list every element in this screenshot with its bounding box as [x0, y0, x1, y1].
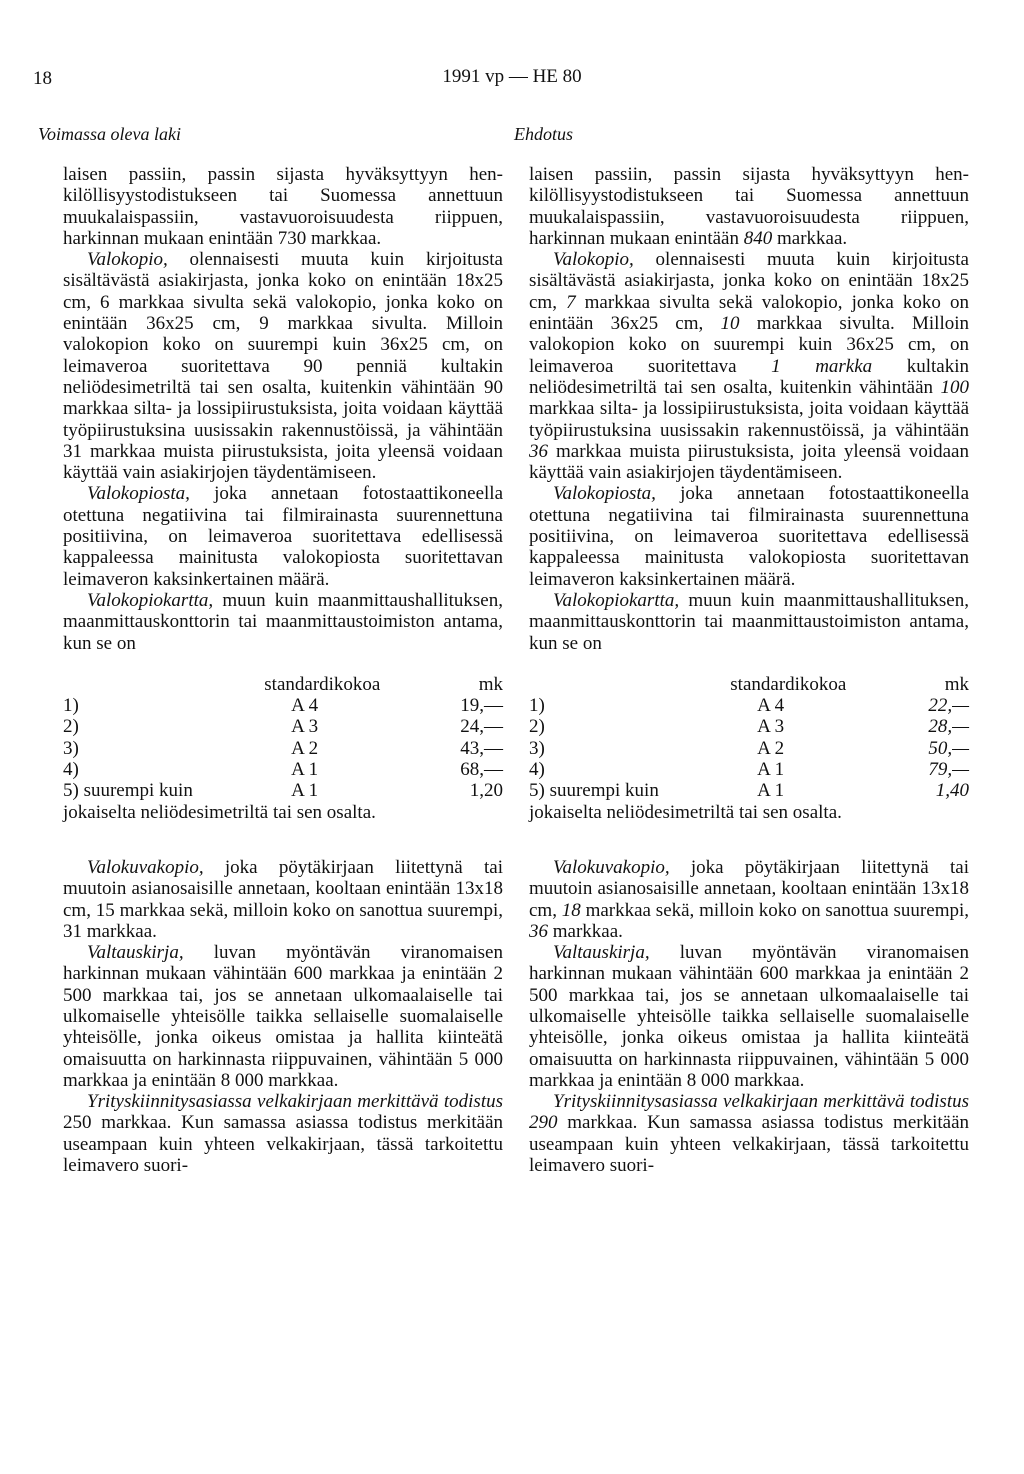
row-size: A 2 — [291, 737, 319, 759]
page-number: 18 — [33, 68, 52, 89]
table-row — [529, 695, 969, 716]
table-header-mk: mk — [944, 673, 969, 695]
row-value: 28,— — [928, 716, 969, 738]
keyword: Valokopiosta, — [553, 483, 656, 505]
changed-value: 100 — [940, 376, 969, 398]
row-value: 19,— — [460, 695, 503, 717]
row-value: 24,— — [460, 716, 503, 738]
paragraph-text: joka pöytäkirjaan liitettynä tai muutoin asianosaisille annetaan, kooltaan enintään 13x18 cm, 15 markkaa sekä, milloin koko on sanottua suurempi, 31 markkaa. — [63, 856, 503, 942]
table-header-size: standardikokoa — [264, 673, 381, 695]
table-row — [63, 716, 503, 737]
row-label: 2) — [529, 716, 545, 738]
running-title: 1991 vp — HE 80 — [442, 66, 582, 87]
table-row — [529, 780, 969, 801]
left-column-heading: Voimassa oleva laki — [38, 124, 181, 144]
paragraph-text: muun kuin maanmittaushallituksen, maanmittauskonttorin tai maanmittaustoimiston antama, kun se on — [63, 589, 503, 654]
table-header-size: standardikokoa — [730, 673, 847, 695]
row-label: 2) — [63, 716, 79, 738]
paragraph-text: markkaa muista piirustuksista, joita yleensä voidaan käyttää vain asiakirjojen täydentämiseen. — [529, 440, 969, 484]
right-column-heading: Ehdotus — [514, 124, 574, 144]
left-paragraph-4 — [63, 590, 503, 654]
keyword: Valokuvakopio, — [87, 856, 204, 878]
row-size: A 2 — [757, 737, 785, 759]
changed-value: 290 — [529, 1112, 558, 1134]
keyword: Yrityskiinnitysasiassa velkakirjaan merkittävä todistus — [87, 1091, 503, 1113]
paragraph-text: luvan myöntävän viranomaisen harkinnan mukaan vähintään 600 markkaa ja enintään 2 500 markkaa tai, jos se annetaan ulkomaalaiselle tai ulkomaiselle yhteisölle taikka sellaiselle suomalaiselle yhteisölle, jonka oikeus omistaa ja hallita kiinteätä omaisuutta on harkinnasta riippuvainen, vähintään 5 000 markkaa ja enintään 8 000 markkaa. — [63, 942, 503, 1091]
row-value: 68,— — [460, 759, 503, 781]
left-paragraph-7 — [63, 1091, 503, 1176]
left-column — [63, 164, 503, 1176]
left-paragraph-1: laisen passiin, passin sijasta hyväksyttyyn henkilöllisyystodistukseen tai Suomessa annettuun muukalaispassiin, vastavuoroisuudesta riippuen, harkinnan mukaan enintään 730 markkaa. — [63, 164, 503, 249]
keyword: Valtauskirja, — [87, 942, 184, 964]
row-label: 4) — [63, 759, 79, 781]
row-size: A 4 — [757, 695, 785, 717]
row-size: A 3 — [291, 716, 319, 738]
paragraph-text: 250 markkaa. Kun samassa asiassa todistus merkitään useampaan kuin yhteen velkakirjaan, tässä tarkoitettu leimavero suori- — [63, 1112, 503, 1177]
keyword: Valokopiosta, — [87, 483, 190, 505]
paragraph-text: joka annetaan fotostaattikoneella otettuna negatiivina tai filmirainasta suurennettuna positiivina, on leimaveroa suoritettava edellisessä kappaleessa mainitusta valokopiosta suoritettavan leimaveron kaksinkertainen määrä. — [63, 483, 503, 590]
right-paragraph-3 — [529, 483, 969, 589]
left-paragraph-5 — [63, 857, 503, 942]
table-row — [529, 716, 969, 737]
table-footer: jokaiselta neliödesimetriltä tai sen osalta. — [529, 801, 842, 823]
right-paragraph-7 — [529, 1091, 969, 1176]
table-row — [63, 695, 503, 716]
row-size: A 4 — [291, 695, 319, 717]
left-paragraph-3 — [63, 483, 503, 589]
right-paragraph-6 — [529, 942, 969, 1091]
keyword: Valokopio, — [87, 249, 168, 271]
changed-value: 18 — [561, 899, 581, 921]
row-label: 3) — [529, 737, 545, 759]
keyword: Valtauskirja, — [553, 942, 650, 964]
changed-value: 10 — [720, 313, 740, 335]
changed-value: 840 — [743, 227, 773, 249]
changed-value: 36 — [529, 920, 548, 942]
changed-value: 36 — [529, 440, 548, 462]
paragraph-text: olennaisesti muuta kuin kirjoitusta sisältävästä asiakirjasta, jonka koko on enintään 18x25 cm, 6 markkaa sivulta sekä valokopio, jonka koko on enintään 36x25 cm, 9 markkaa sivulta. Milloin valokopion koko on suurempi kuin 36x25 cm, on leimaveroa suoritettava 90 penniä kultakin neliödesimetriltä tai sen osalta, kuitenkin vähintään 90 markkaa silta- ja lossipiirustuksista, joita voidaan käyttää työpiirustuksina uusissakin rakennustöissä, ja vähintään 31 markkaa muista piirustuksista, joita yleensä voidaan käyttää vain asiakirjojen täydentämiseen. — [63, 249, 503, 484]
table-header-row — [63, 674, 503, 695]
row-label: 1) — [529, 695, 545, 717]
keyword: Valokopiokartta, — [553, 589, 680, 611]
table-row — [63, 759, 503, 780]
table-footer: jokaiselta neliödesimetriltä tai sen osalta. — [63, 801, 376, 823]
table-row — [63, 738, 503, 759]
changed-value: 1 markka — [771, 355, 873, 377]
row-size: A 3 — [757, 716, 785, 738]
row-value: 50,— — [928, 737, 969, 759]
right-fee-table — [529, 674, 969, 802]
row-label: 4) — [529, 759, 545, 781]
row-value: 1,20 — [469, 780, 503, 802]
keyword: Valokopiokartta, — [87, 589, 214, 611]
row-size: A 1 — [757, 759, 785, 781]
row-value: 43,— — [460, 737, 503, 759]
right-paragraph-4 — [529, 590, 969, 654]
paragraph-text: markkaa sekä, milloin koko on sanottua suurempi, — [580, 899, 970, 921]
row-label: 5) suurempi kuin — [63, 780, 193, 802]
keyword: Yrityskiinnitysasiassa velkakirjaan merkittävä todistus — [553, 1091, 969, 1113]
row-value: 79,— — [928, 759, 969, 781]
left-fee-table — [63, 674, 503, 802]
paragraph-text: markkaa silta- ja lossipiirustuksista, joita voidaan käyttää työpiirustuksina uusissakin rakennustöissä, ja vähintään — [529, 398, 969, 441]
paragraph-text: kultakin neliödesimetriltä tai sen osalta, kuitenkin vähintään — [529, 355, 969, 398]
right-paragraph-5 — [529, 857, 969, 942]
paragraph-text: muun kuin maanmittaushallituksen, maanmittauskonttorin tai maanmittaustoimiston antama, kun se on — [529, 589, 969, 654]
paragraph-text: laisen passiin, passin sijasta hyväksyttyyn henkilöllisyystodistukseen tai Suomessa annettuun muukalaispassiin, vastavuoroisuudesta riippuen, harkinnan mukaan enintään — [529, 164, 969, 249]
changed-value: 7 — [566, 291, 576, 313]
row-size: A 1 — [757, 780, 785, 802]
table-row — [529, 759, 969, 780]
right-paragraph-1 — [529, 164, 969, 249]
table-row — [63, 780, 503, 801]
keyword: Valokuvakopio, — [553, 856, 670, 878]
row-size: A 1 — [291, 780, 319, 802]
paragraph-text: markkaa sivulta. Milloin valokopion koko on suurempi kuin 36x25 cm, on leimaveroa suoritettava — [529, 313, 970, 377]
paragraph-text: olennaisesti muuta kuin kirjoitusta sisältävästä asiakirjasta, jonka koko on enintään 18x25 cm, — [529, 249, 969, 313]
row-label: 3) — [63, 737, 79, 759]
left-paragraph-6 — [63, 942, 503, 1091]
left-paragraph-2 — [63, 249, 503, 483]
row-value: 1,40 — [935, 780, 969, 802]
paragraph-text: markkaa sivulta sekä valokopio, jonka koko on enintään 36x25 cm, — [529, 291, 969, 335]
row-value: 22,— — [928, 695, 969, 717]
paragraph-text: markkaa. — [548, 920, 623, 942]
right-column — [529, 164, 969, 1176]
paragraph-text: luvan myöntävän viranomaisen harkinnan mukaan vähintään 600 markkaa ja enintään 2 500 markkaa tai, jos se annetaan ulkomaalaiselle tai ulkomaiselle yhteisölle taikka sellaiselle suomalaiselle yhteisölle, jonka oikeus omistaa ja hallita kiinteätä omaisuutta on harkinnasta riippuvainen, vähintään 5 000 markkaa ja enintään 8 000 markkaa. — [529, 942, 969, 1091]
table-header-row — [529, 674, 969, 695]
table-header-mk: mk — [478, 673, 503, 695]
paragraph-text: markkaa. Kun samassa asiassa todistus merkitään useampaan kuin yhteen velkakirjaan, tässä tarkoitettu leimavero suori- — [529, 1112, 969, 1177]
paragraph-text: joka pöytäkirjaan liitettynä tai muutoin asianosaisille annetaan, kooltaan enintään 13x18 cm, — [529, 856, 969, 921]
row-label: 1) — [63, 695, 79, 717]
right-paragraph-2 — [529, 249, 969, 483]
table-row — [529, 738, 969, 759]
row-label: 5) suurempi kuin — [529, 780, 659, 802]
keyword: Valokopio, — [553, 249, 634, 271]
paragraph-text: joka annetaan fotostaattikoneella otettuna negatiivina tai filmirainasta suurennettuna positiivina, on leimaveroa suoritettava edellisessä kappaleessa mainitusta valokopiosta suoritettavan leimaveron kaksinkertainen määrä. — [529, 483, 969, 590]
row-size: A 1 — [291, 759, 319, 781]
paragraph-text: markkaa. — [772, 227, 848, 249]
